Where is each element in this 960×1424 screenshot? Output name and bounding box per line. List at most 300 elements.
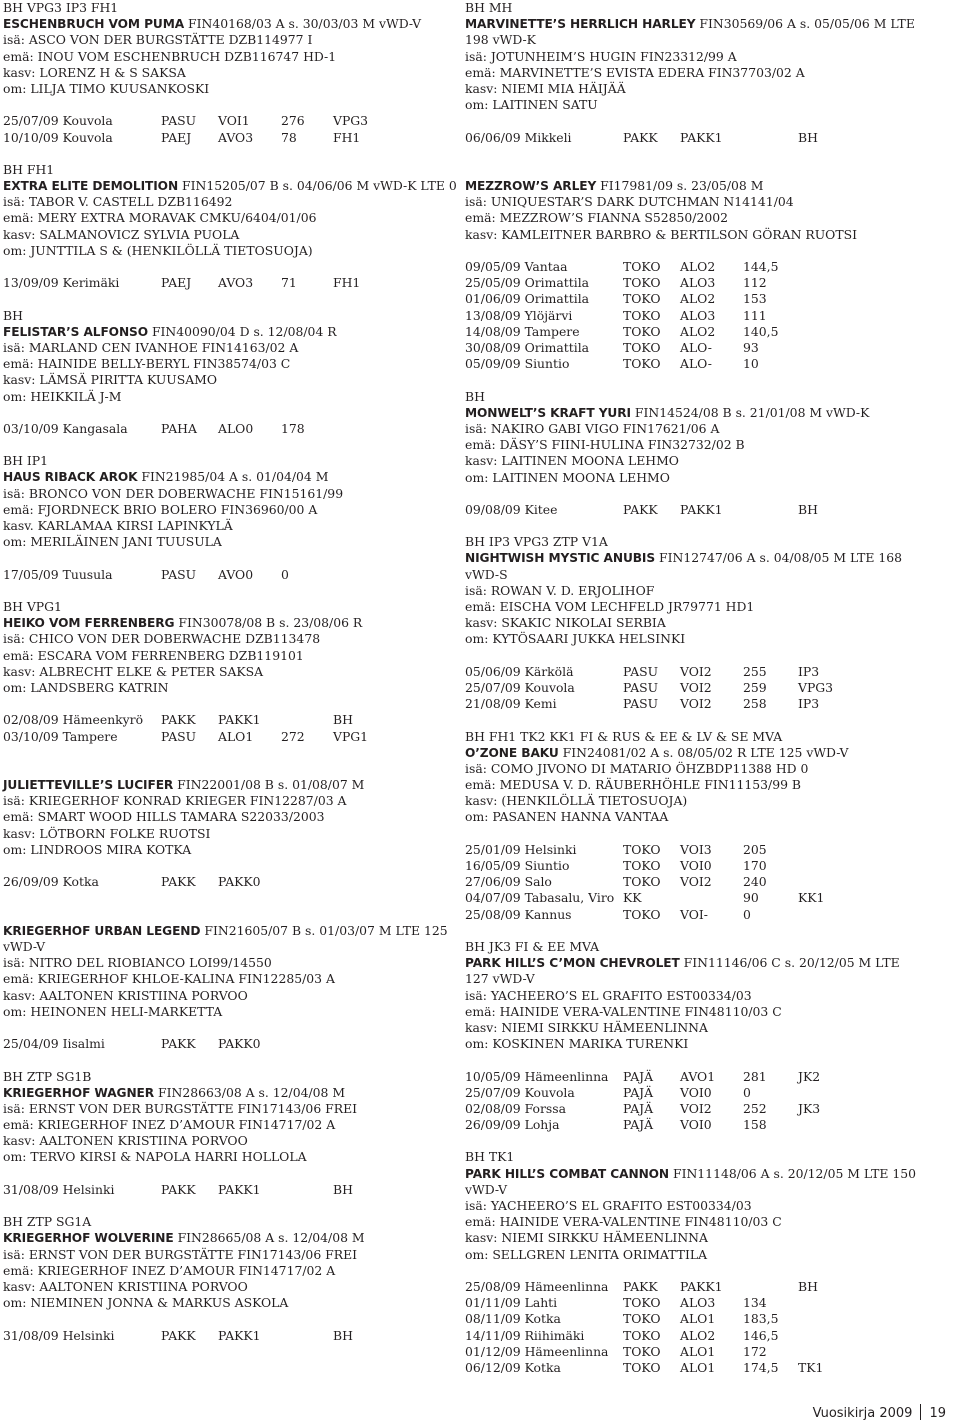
- pedigree-line: kasv: NIEMI SIRKKU HÄMEENLINNA: [465, 1019, 708, 1035]
- pedigree-line: om: LINDROOS MIRA KOTKA: [3, 841, 192, 857]
- result-points: 174,5: [743, 1359, 779, 1375]
- registration-info: FIN15205/07 B s. 04/06/06 M vWD-K LTE 0: [178, 178, 457, 194]
- pedigree-line: emä: HAINIDE VERA-VALENTINE FIN48110/03 C: [465, 1003, 782, 1019]
- result-points: 134: [743, 1295, 767, 1311]
- pedigree-line: kasv: SALMANOVICZ SYLVIA PUOLA: [3, 226, 240, 242]
- dog-entry: [465, 729, 920, 939]
- pedigree-line: isä: ERNST VON DER BURGSTÄTTE FIN17143/06 FREI: [3, 1100, 358, 1116]
- result-grade: ALO3: [680, 1295, 716, 1311]
- result-grade: AVO3: [218, 129, 254, 145]
- spacer: [3, 583, 458, 599]
- pedigree-line: kasv: LÖTBORN FOLKE RUOTSI: [3, 825, 211, 841]
- dog-title-line: [3, 1085, 458, 1101]
- result-points: 0: [743, 906, 751, 922]
- pedigree-line: isä: NAKIRO GABI VIGO FIN17621/06 A: [465, 420, 720, 436]
- result-points: 272: [281, 728, 305, 744]
- result-grade: VOI2: [680, 663, 712, 679]
- result-date-place: 26/09/09 Kotka: [3, 874, 99, 890]
- right-column: [465, 0, 920, 1392]
- result-date-place: 01/11/09 Lahti: [465, 1295, 558, 1311]
- result-row: [465, 1295, 920, 1311]
- spacer: [465, 518, 920, 534]
- result-points: 205: [743, 841, 767, 857]
- pedigree-line: isä: UNIQUESTAR’S DARK DUTCHMAN N14141/04: [465, 194, 794, 210]
- registration-info: FIN24081/02 A s. 08/05/02 R LTE 125 vWD-V: [558, 744, 849, 760]
- pedigree-line: om: JUNTTILA S & (HENKILÖLLÄ TIETOSUOJA): [3, 242, 313, 258]
- result-points: 90: [743, 890, 759, 906]
- result-points: 153: [743, 291, 767, 307]
- pedigree-line: emä: MERY EXTRA MORAVAK CMKU/6404/01/06: [3, 210, 317, 226]
- result-row: [3, 1182, 458, 1198]
- result-points: 240: [743, 874, 767, 890]
- result-class: TOKO: [623, 323, 661, 339]
- result-grade: VOI-: [680, 906, 708, 922]
- dog-entry: [465, 162, 920, 389]
- dog-titles: BH JK3 FI & EE MVA: [465, 938, 600, 954]
- dog-entry: [465, 939, 920, 1149]
- dog-titles: [3, 907, 458, 923]
- dog-name: MONWELT’S KRAFT YURI: [465, 405, 631, 420]
- result-class: TOKO: [623, 1295, 661, 1311]
- dog-entry: [3, 1214, 458, 1360]
- result-date-place: 01/12/09 Hämeenlinna: [465, 1343, 609, 1359]
- page-number: 19: [929, 1406, 946, 1421]
- result-date-place: 31/08/09 Helsinki: [3, 1327, 115, 1343]
- pedigree-line: isä: COMO JIVONO DI MATARIO ÖHZBDP11388 HD 0: [465, 760, 809, 776]
- registration-info: FIN40168/03 A s. 30/03/03 M vWD-V: [184, 16, 422, 32]
- dog-titles: BH VPG1: [3, 599, 62, 614]
- result-date-place: 06/12/09 Kotka: [465, 1359, 561, 1375]
- result-row: [3, 712, 458, 728]
- result-row: [465, 502, 920, 518]
- result-class: PAKK: [623, 1278, 658, 1294]
- pedigree-line: kasv: KAMLEITNER BARBRO & BERTILSON GÖRAN RUOTSI: [465, 226, 857, 242]
- dog-entry: [3, 0, 458, 162]
- result-row: [465, 874, 920, 890]
- pedigree-line: emä: MARVINETTE’S EVISTA EDERA FIN37703/02 A: [465, 64, 805, 80]
- result-date-place: 25/04/09 Iisalmi: [3, 1036, 105, 1052]
- result-row: [465, 291, 920, 307]
- spacer: [3, 550, 458, 566]
- spacer: [465, 712, 920, 728]
- result-row: [465, 1328, 920, 1344]
- result-row: [3, 1036, 458, 1052]
- registration-info: FIN12747/06 A s. 04/08/05 M LTE 168 vWD-S: [465, 550, 903, 582]
- result-grade: PAKK1: [218, 712, 261, 728]
- registration-info: FIN40090/04 D s. 12/08/04 R: [148, 323, 337, 339]
- result-date-place: 25/07/09 Kouvola: [465, 679, 575, 695]
- result-date-place: 10/05/09 Hämeenlinna: [465, 1068, 609, 1084]
- result-class: PASU: [161, 566, 197, 582]
- dog-titles: BH IP1: [3, 453, 48, 469]
- result-date-place: 25/08/09 Kannus: [465, 906, 572, 922]
- result-date-place: 02/08/09 Hämeenkyrö: [3, 712, 144, 728]
- pedigree-line: kasv: NIEMI MIA HÄIJÄÄ: [465, 80, 626, 96]
- registration-info: FIN22001/08 B s. 01/08/07 M: [173, 777, 365, 793]
- dog-titles: [3, 761, 458, 777]
- result-row: [465, 1344, 920, 1360]
- dog-name: HAUS RIBACK AROK: [3, 470, 138, 485]
- spacer: [465, 923, 920, 939]
- page-footer: [813, 1404, 946, 1421]
- result-date-place: 02/08/09 Forssa: [465, 1100, 566, 1116]
- result-grade: ALO3: [680, 307, 716, 323]
- registration-info: FIN21985/04 A s. 01/04/04 M: [137, 469, 329, 485]
- dog-entry: [465, 1149, 920, 1392]
- result-date-place: 04/07/09 Tabasalu, Viro: [465, 890, 615, 906]
- result-title: BH: [333, 1327, 353, 1343]
- pedigree-line: om: HEIKKILÄ J-M: [3, 388, 122, 404]
- result-points: 281: [743, 1068, 767, 1084]
- spacer: [3, 437, 458, 453]
- result-date-place: 26/09/09 Lohja: [465, 1117, 560, 1133]
- result-class: PAKK: [161, 874, 196, 890]
- dog-entry: [3, 599, 458, 761]
- result-title: BH: [798, 1278, 818, 1294]
- pedigree-line: kasv: LAITINEN MOONA LEHMO: [465, 453, 679, 469]
- dog-title-line: [3, 777, 458, 793]
- result-class: TOKO: [623, 858, 661, 874]
- result-row: [3, 1328, 458, 1344]
- result-points: 140,5: [743, 323, 779, 339]
- pedigree-line: emä: KRIEGERHOF INEZ D’AMOUR FIN14717/02 A: [3, 1117, 336, 1133]
- result-date-place: 30/08/09 Orimattila: [465, 339, 590, 355]
- result-class: PAEJ: [161, 275, 192, 291]
- result-row: [465, 130, 920, 146]
- dog-entry: [465, 0, 920, 162]
- result-grade: ALO-: [680, 339, 712, 355]
- result-row: [465, 1311, 920, 1327]
- pedigree-line: isä: YACHEERO’S EL GRAFITO EST00334/03: [465, 1198, 752, 1214]
- pedigree-line: emä: MEDUSA V. D. RÄUBERHÖHLE FIN11153/99 B: [465, 777, 802, 793]
- result-grade: ALO3: [680, 275, 716, 291]
- registration-info: FIN30078/08 B s. 23/08/06 R: [174, 615, 363, 631]
- result-date-place: 13/09/09 Kerimäki: [3, 275, 120, 291]
- result-grade: VOI2: [680, 696, 712, 712]
- spacer: [3, 1344, 458, 1360]
- result-row: [465, 1360, 920, 1376]
- pedigree-line: om: KOSKINEN MARIKA TURENKI: [465, 1036, 689, 1052]
- result-row: [3, 275, 458, 291]
- result-class: TOKO: [623, 356, 661, 372]
- dog-title-line: [465, 178, 920, 194]
- result-grade: ALO1: [680, 1343, 716, 1359]
- spacer: [3, 405, 458, 421]
- result-date-place: 17/05/09 Tuusula: [3, 566, 113, 582]
- result-class: TOKO: [623, 291, 661, 307]
- result-class: PAHA: [161, 420, 197, 436]
- pedigree-line: emä: MEZZROW’S FIANNA S52850/2002: [465, 210, 728, 226]
- dog-entry: [465, 534, 920, 728]
- result-row: [465, 1101, 920, 1117]
- spacer: [3, 890, 458, 906]
- result-date-place: 05/09/09 Siuntio: [465, 356, 570, 372]
- pedigree-line: isä: MARLAND CEN IVANHOE FIN14163/02 A: [3, 339, 299, 355]
- spacer: [3, 858, 458, 874]
- pedigree-line: emä: KRIEGERHOF KHLOE-KALINA FIN12285/03 A: [3, 971, 335, 987]
- result-date-place: 31/08/09 Helsinki: [3, 1181, 115, 1197]
- pedigree-line: emä: HAINIDE BELLY-BERYL FIN38574/03 C: [3, 356, 291, 372]
- dog-titles: BH VPG3 IP3 FH1: [3, 0, 119, 15]
- dog-title-line: [3, 923, 458, 955]
- dog-title-line: [465, 405, 920, 421]
- result-points: 10: [743, 356, 759, 372]
- spacer: [465, 113, 920, 129]
- result-date-place: 13/08/09 Ylöjärvi: [465, 307, 573, 323]
- result-date-place: 27/06/09 Salo: [465, 874, 552, 890]
- result-class: TOKO: [623, 339, 661, 355]
- result-row: [3, 130, 458, 146]
- result-row: [465, 664, 920, 680]
- result-points: 258: [743, 696, 767, 712]
- spacer: [465, 1263, 920, 1279]
- dog-name: PARK HILL’S COMBAT CANNON: [465, 1166, 670, 1181]
- dog-title-line: [465, 16, 920, 48]
- dog-titles: [465, 162, 920, 178]
- result-class: TOKO: [623, 1359, 661, 1375]
- result-points: 158: [743, 1117, 767, 1133]
- result-grade: PAKK1: [218, 1181, 261, 1197]
- dog-name: MEZZROW’S ARLEY: [465, 179, 597, 194]
- spacer: [3, 745, 458, 761]
- result-class: PASU: [623, 679, 659, 695]
- result-grade: ALO1: [680, 1359, 716, 1375]
- result-date-place: 25/05/09 Orimattila: [465, 275, 590, 291]
- result-grade: ALO2: [680, 259, 716, 275]
- pedigree-line: om: HEINONEN HELI-MARKETTA: [3, 1003, 223, 1019]
- spacer: [465, 826, 920, 842]
- dog-name: KRIEGERHOF WOLVERINE: [3, 1231, 174, 1246]
- pedigree-line: emä: KRIEGERHOF INEZ D’AMOUR FIN14717/02 A: [3, 1262, 336, 1278]
- result-row: [465, 842, 920, 858]
- result-grade: VOI3: [680, 841, 712, 857]
- result-date-place: 08/11/09 Kotka: [465, 1311, 561, 1327]
- pedigree-line: emä: DÄSY’S FIINI-HULINA FIN32732/02 B: [465, 437, 745, 453]
- pedigree-line: isä: NITRO DEL RIOBIANCO LOI99/14550: [3, 955, 272, 971]
- dog-name: KRIEGERHOF WAGNER: [3, 1085, 155, 1100]
- result-class: TOKO: [623, 1311, 661, 1327]
- result-date-place: 01/06/09 Orimattila: [465, 291, 590, 307]
- result-points: 178: [281, 420, 305, 436]
- result-row: [465, 1279, 920, 1295]
- result-grade: ALO0: [218, 420, 254, 436]
- result-points: 170: [743, 858, 767, 874]
- registration-info: FIN11146/06 C s. 20/12/05 M LTE 127 vWD-V: [465, 955, 900, 987]
- dog-entry: [465, 389, 920, 535]
- pedigree-line: kasv: (HENKILÖLLÄ TIETOSUOJA): [465, 793, 688, 809]
- result-title: JK2: [798, 1068, 821, 1084]
- result-grade: ALO1: [680, 1311, 716, 1327]
- result-title: TK1: [798, 1359, 824, 1375]
- pedigree-line: emä: ESCARA VOM FERRENBERG DZB119101: [3, 647, 304, 663]
- spacer: [3, 1311, 458, 1327]
- spacer: [465, 1376, 920, 1392]
- result-grade: PAKK1: [218, 1327, 261, 1343]
- dog-titles: BH ZTP SG1A: [3, 1214, 92, 1230]
- result-row: [465, 356, 920, 372]
- result-points: 183,5: [743, 1311, 779, 1327]
- pedigree-line: kasv: ALBRECHT ELKE & PETER SAKSA: [3, 663, 264, 679]
- dog-titles: BH FH1 TK2 KK1 FI & RUS & EE & LV & SE MVA: [465, 728, 783, 744]
- result-grade: AVO0: [218, 566, 254, 582]
- pedigree-line: om: MERILÄINEN JANI TUUSULA: [3, 534, 222, 550]
- result-date-place: 16/05/09 Siuntio: [465, 858, 570, 874]
- result-title: BH: [333, 1181, 353, 1197]
- result-row: [465, 1117, 920, 1133]
- dog-title-line: [465, 550, 920, 582]
- result-row: [465, 340, 920, 356]
- result-grade: AVO1: [680, 1068, 716, 1084]
- result-row: [3, 874, 458, 890]
- result-grade: PAKK1: [680, 129, 723, 145]
- result-date-place: 05/06/09 Kärkölä: [465, 663, 574, 679]
- result-class: PAKK: [161, 712, 196, 728]
- result-row: [465, 907, 920, 923]
- result-points: 259: [743, 679, 767, 695]
- result-points: 252: [743, 1100, 767, 1116]
- dog-titles: BH IP3 VPG3 ZTP V1A: [465, 534, 608, 550]
- result-date-place: 14/11/09 Riihimäki: [465, 1327, 585, 1343]
- dog-title-line: [3, 324, 458, 340]
- result-title: BH: [333, 712, 353, 728]
- pedigree-line: isä: ROWAN V. D. ERJOLIHOF: [465, 582, 655, 598]
- result-class: PAJÄ: [623, 1068, 654, 1084]
- result-grade: ALO-: [680, 356, 712, 372]
- result-grade: VOI0: [680, 1117, 712, 1133]
- result-class: PAKK: [161, 1036, 196, 1052]
- result-row: [465, 680, 920, 696]
- dog-titles: BH TK1: [465, 1149, 515, 1165]
- dog-title-line: [3, 178, 458, 194]
- spacer: [3, 259, 458, 275]
- result-class: PAEJ: [161, 129, 192, 145]
- spacer: [3, 696, 458, 712]
- spacer: [3, 1020, 458, 1036]
- result-class: PASU: [623, 663, 659, 679]
- dog-title-line: [465, 1166, 920, 1198]
- result-points: 146,5: [743, 1327, 779, 1343]
- spacer: [465, 372, 920, 388]
- pedigree-line: om: NIEMINEN JONNA & MARKUS ASKOLA: [3, 1295, 289, 1311]
- dog-title-line: [465, 745, 920, 761]
- registration-info: FIN14524/08 B s. 21/01/08 M vWD-K: [630, 404, 870, 420]
- result-grade: ALO2: [680, 291, 716, 307]
- result-title: BH: [798, 501, 818, 517]
- result-row: [3, 113, 458, 129]
- result-date-place: 09/08/09 Kitee: [465, 501, 558, 517]
- result-title: BH: [798, 129, 818, 145]
- dog-name: KRIEGERHOF URBAN LEGEND: [3, 923, 201, 938]
- result-class: TOKO: [623, 259, 661, 275]
- pedigree-line: isä: CHICO VON DER DOBERWACHE DZB113478: [3, 631, 321, 647]
- result-row: [3, 729, 458, 745]
- result-title: VPG3: [798, 679, 834, 695]
- spacer: [3, 97, 458, 113]
- result-class: PASU: [161, 113, 197, 129]
- spacer: [465, 146, 920, 162]
- dog-titles: BH: [3, 307, 23, 323]
- result-class: PAKK: [161, 1181, 196, 1197]
- result-class: PASU: [161, 728, 197, 744]
- pedigree-line: isä: KRIEGERHOF KONRAD KRIEGER FIN12287/03 A: [3, 793, 347, 809]
- result-grade: PAKK1: [680, 501, 723, 517]
- result-grade: PAKK0: [218, 874, 261, 890]
- pedigree-line: kasv: LORENZ H & S SAKSA: [3, 64, 186, 80]
- result-class: PAKK: [623, 129, 658, 145]
- dog-name: EXTRA ELITE DEMOLITION: [3, 179, 179, 194]
- spacer: [465, 1133, 920, 1149]
- dog-name: PARK HILL’S C’MON CHEVROLET: [465, 956, 680, 971]
- spacer: [3, 1166, 458, 1182]
- result-date-place: 25/07/09 Kouvola: [465, 1084, 575, 1100]
- result-grade: PAKK1: [680, 1278, 723, 1294]
- result-points: 276: [281, 113, 305, 129]
- dog-entry: [3, 162, 458, 308]
- result-grade: VOI2: [680, 874, 712, 890]
- result-row: [465, 858, 920, 874]
- pedigree-line: isä: ASCO VON DER BURGSTÄTTE DZB114977 I: [3, 32, 313, 48]
- result-row: [465, 1085, 920, 1101]
- result-row: [465, 308, 920, 324]
- result-row: [465, 324, 920, 340]
- result-class: PAKK: [161, 1327, 196, 1343]
- spacer: [465, 486, 920, 502]
- result-date-place: 25/08/09 Hämeenlinna: [465, 1278, 609, 1294]
- pedigree-line: emä: INOU VOM ESCHENBRUCH DZB116747 HD-1: [3, 48, 337, 64]
- registration-info: FIN11148/06 A s. 20/12/05 M LTE 150 vWD-V: [465, 1165, 917, 1197]
- result-row: [465, 259, 920, 275]
- result-grade: VOI2: [680, 679, 712, 695]
- result-date-place: 25/01/09 Helsinki: [465, 841, 577, 857]
- dog-entry: [3, 761, 458, 907]
- dog-titles: BH ZTP SG1B: [3, 1068, 92, 1084]
- result-class: PAKK: [623, 501, 658, 517]
- yearbook-title: Vuosikirja 2009: [812, 1406, 913, 1421]
- result-title: FH1: [333, 275, 361, 291]
- pedigree-line: kasv: NIEMI SIRKKU HÄMEENLINNA: [465, 1230, 708, 1246]
- footer-divider: [920, 1404, 921, 1420]
- registration-info: FIN21605/07 B s. 01/03/07 M LTE 125 vWD-V: [3, 922, 448, 954]
- pedigree-line: om: LILJA TIMO KUUSANKOSKI: [3, 80, 210, 96]
- pedigree-line: emä: SMART WOOD HILLS TAMARA S22033/2003: [3, 809, 325, 825]
- dog-name: HEIKO VOM FERRENBERG: [3, 616, 175, 631]
- spacer: [465, 243, 920, 259]
- result-class: PASU: [623, 696, 659, 712]
- result-title: FH1: [333, 129, 361, 145]
- dog-entry: [3, 453, 458, 599]
- result-title: VPG3: [333, 113, 369, 129]
- result-class: TOKO: [623, 874, 661, 890]
- pedigree-line: isä: ERNST VON DER BURGSTÄTTE FIN17143/06 FREI: [3, 1246, 358, 1262]
- spacer: [3, 146, 458, 162]
- result-grade: VOI2: [680, 1100, 712, 1116]
- pedigree-line: isä: BRONCO VON DER DOBERWACHE FIN15161/99: [3, 485, 344, 501]
- result-row: [3, 567, 458, 583]
- result-grade: ALO1: [218, 728, 254, 744]
- pedigree-line: om: KYTÖSAARI JUKKA HELSINKI: [465, 631, 686, 647]
- dog-name: O’ZONE BAKU: [465, 745, 559, 760]
- pedigree-line: om: SELLGREN LENITA ORIMATTILA: [465, 1246, 708, 1262]
- result-class: TOKO: [623, 906, 661, 922]
- result-date-place: 03/10/09 Tampere: [3, 728, 118, 744]
- result-date-place: 10/10/09 Kouvola: [3, 129, 113, 145]
- pedigree-line: om: PASANEN HANNA VANTAA: [465, 809, 669, 825]
- result-title: KK1: [798, 890, 825, 906]
- pedigree-line: kasv. KARLAMAA KIRSI LAPINKYLÄ: [3, 518, 233, 534]
- dog-titles: BH MH: [465, 0, 513, 15]
- pedigree-line: isä: TABOR V. CASTELL DZB116492: [3, 194, 233, 210]
- left-column: [3, 0, 458, 1360]
